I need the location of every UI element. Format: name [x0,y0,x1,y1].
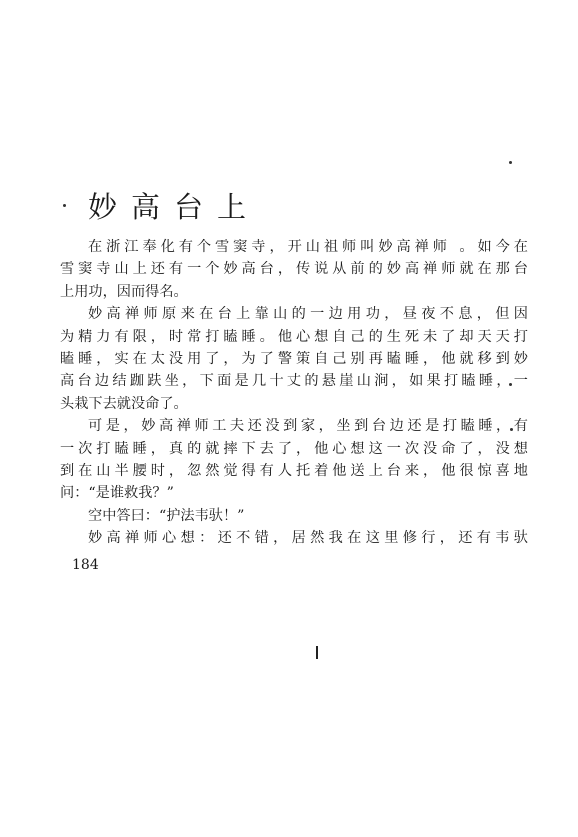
text-line: 一次打瞌睡，真的就摔下去了，他心想这一次没命了，没想 [60,440,528,457]
text-line: 在浙江奉化有个雪窦寺，开山祖师叫妙高禅师 。如今在 [88,239,528,255]
text-line: 妙高禅师心想：还不错，居然我在这里修行，还有韦驮 [88,530,528,547]
text-line: 可是，妙高禅师工夫还没到家，坐到台边还是打瞌睡，有 [88,418,528,435]
scan-speck [63,204,66,207]
text-line: 雪窦寺山上还有一个妙高台，传说从前的妙高禅师就在那台 [60,261,528,278]
text-line: 为精力有限，时常打瞌睡。他心想自己的生死未了却天天打 [60,328,528,345]
text-line: 上用功，因而得名。 [60,283,188,300]
chapter-body [60,236,528,549]
chapter-title: 妙高台上 [88,190,261,224]
text-line: 空中答曰：“护法韦驮！” [88,507,245,524]
scan-speck [509,161,512,164]
text-line: 头栽下去就没命了。 [60,395,188,412]
text-line: 问：“是谁救我？” [60,485,174,502]
scan-mark [316,646,318,659]
text-line: 瞌睡，实在太没用了，为了警策自己别再瞌睡，他就移到妙 [60,350,528,367]
page-number: 184 [72,557,99,573]
text-line: 妙高禅师原来在台上靠山的一边用功，昼夜不息，但因 [88,306,528,323]
text-line: 高台边结跏趺坐，下面是几十丈的悬崖山涧，如果打瞌睡，一 [60,373,528,390]
text-line: 到在山半腰时，忽然觉得有人托着他送上台来，他很惊喜地 [60,462,528,479]
